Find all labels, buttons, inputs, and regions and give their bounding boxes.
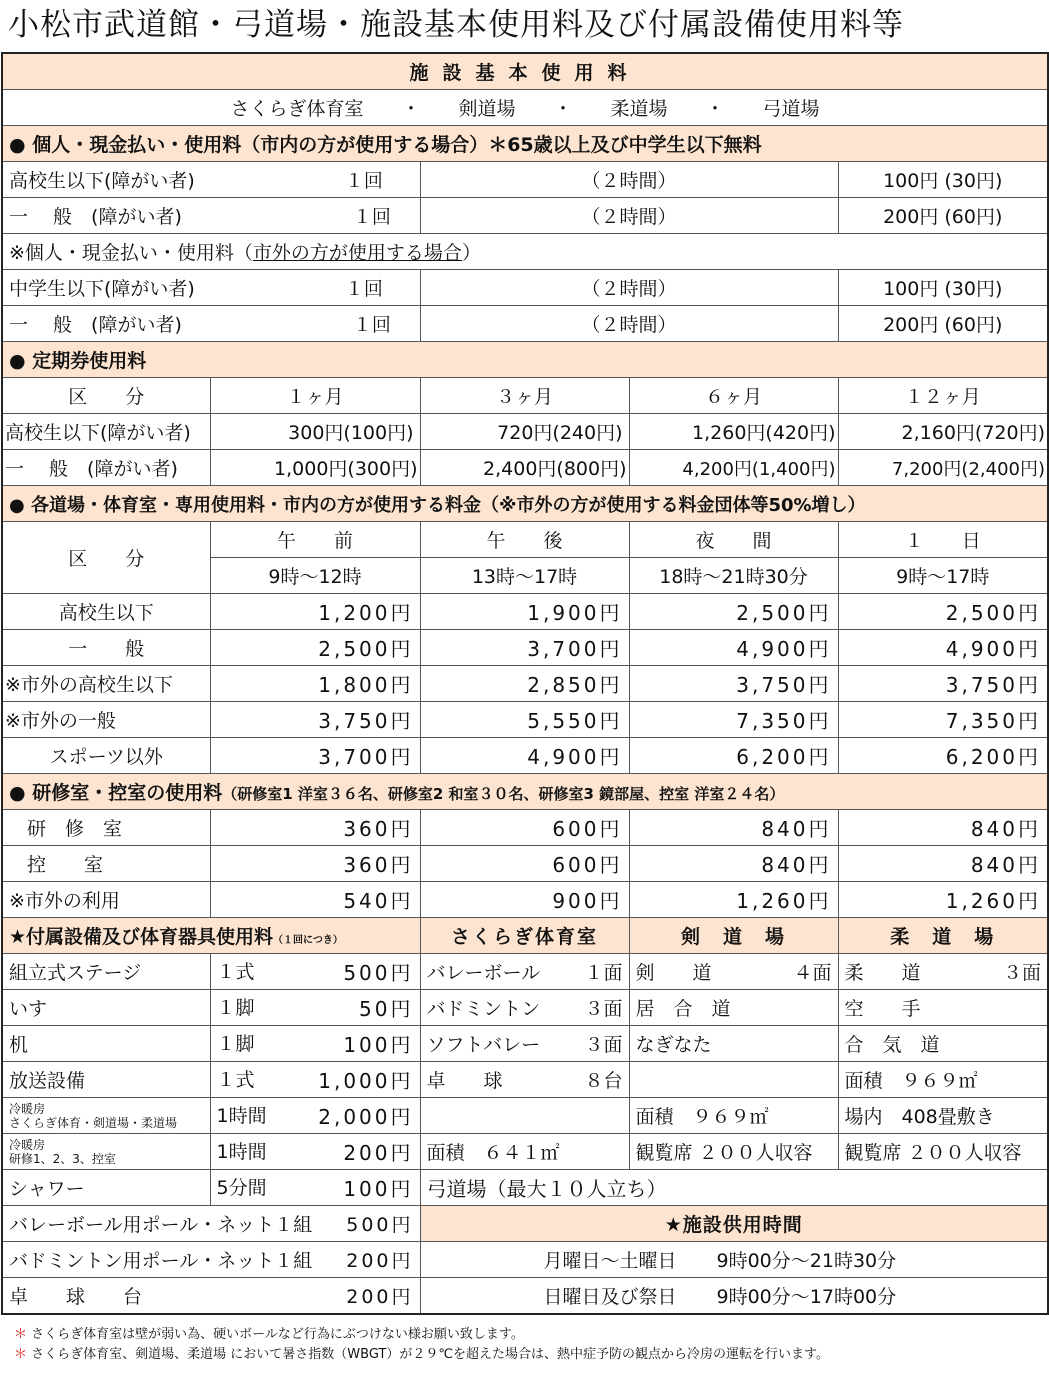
equipment-name: シャワー [2,1170,210,1206]
period-hours-cell: 9時～12時 [210,558,420,594]
fee-cell: 1,900円 [420,594,629,630]
sakuragi-header: さくらぎ体育室 [420,918,629,954]
pass-fee-cell: 720円(240円) [420,414,629,450]
time-cell: （２時間） [420,198,838,234]
fee-cell: 1,260円 [838,882,1048,918]
kendo-cell [629,1062,838,1098]
kyudo-label: 弓道場（最大１０人立ち） [420,1170,1048,1206]
row-label: 控 室 [2,846,210,882]
fee-cell: 3,750円 [838,666,1048,702]
kendo-cell: 面積 ９６９㎡ [629,1098,838,1134]
period-hours-cell: 13時～17時 [420,558,629,594]
fee-cell: 900円 [420,882,629,918]
net-item: 卓 球 台 200円 [2,1278,420,1315]
table-row [2,162,1048,198]
equipment-fee: 1時間 200円 [210,1134,420,1170]
table-row [2,738,1048,774]
fee-cell: 3,750円 [629,666,838,702]
table-row [2,702,1048,738]
fee-cell: 360円 [210,810,420,846]
pass-fee-cell: 300円(100円) [210,414,420,450]
judo-header: 柔 道 場 [838,918,1048,954]
sakuragi-cell: ソフトバレー ３面 [420,1026,629,1062]
equipment-fee: 1時間 2,000円 [210,1098,420,1134]
row-label: ※市外の高校生以下 [2,666,210,702]
period-name: １ 日 [838,522,1048,558]
fee-cell: 1,200円 [210,594,420,630]
fee-cell: 7,350円 [838,702,1048,738]
fee-cell: 200円 (60円) [838,306,1048,342]
hours-row: 月曜日～土曜日 9時00分～21時30分 [420,1242,1048,1278]
judo-cell: 空 手 [838,990,1048,1026]
equipment-fee: １脚 100円 [210,1026,420,1062]
table-row [2,1098,1048,1134]
kendo-header: 剣 道 場 [629,918,838,954]
note-item: ＊ さくらぎ体育室は壁が弱い為、硬いボールなど行為にぶつけない様お願い致します。 [14,1327,524,1342]
rooms-heading: ● 研修室・控室の使用料（研修室1 洋室３６名、研修室2 和室３０名、研修室3 鏡部屋、控室 洋室２４名） [2,774,1048,810]
table-row [2,306,1048,342]
time-cell: （２時間） [420,306,838,342]
row-label: ※市外の利用 [2,882,210,918]
net-item: バドミントン用ポール・ネット１組 200円 [2,1242,420,1278]
fee-cell: 840円 [629,810,838,846]
table-row [2,990,1048,1026]
notes [0,1315,1049,1365]
column-header: １ヶ月 [210,378,420,414]
column-header: ３ヶ月 [420,378,629,414]
column-header: １２ヶ月 [838,378,1048,414]
sakuragi-cell: バドミントン ３面 [420,990,629,1026]
equipment-name: 冷暖房 研修1、2、3、控室 [2,1134,210,1170]
period-name: 夜 間 [629,522,838,558]
equipment-name: 冷暖房 さくらぎ体育・剣道場・柔道場 [2,1098,210,1134]
row-label: ※市外の一般 [2,702,210,738]
pass-column-header [2,378,1048,414]
table-row [2,270,1048,306]
who-cell: 一 般 (障がい者) １回 [2,306,420,342]
kendo-cell: 観覧席 ２００人収容 [629,1134,838,1170]
fee-cell: 200円 (60円) [838,198,1048,234]
individual-city-heading: ● 個人・現金払い・使用料（市内の方が使用する場合）＊65歳以上及び中学生以下無料 [2,126,1048,162]
table-row [2,594,1048,630]
sakuragi-cell: 面積 ６４１㎡ [420,1134,629,1170]
page-title: 小松市武道館・弓道場・施設基本使用料及び付属設備使用料等 [8,7,904,43]
note-item: ＊ さくらぎ体育室、剣道場、柔道場 において暑さ指数（WBGT）が２９℃を超えた場合は、熱中症予防の観点から冷房の運転を行います。 [14,1347,829,1362]
sakuragi-cell: 卓 球 ８台 [420,1062,629,1098]
judo-cell: 柔 道 ３面 [838,954,1048,990]
fee-table [1,52,1049,1315]
period-hours-cell: 18時～21時30分 [629,558,838,594]
time-cell: （２時間） [420,270,838,306]
row-label: 研 修 室 [2,810,210,846]
fee-cell: 4,900円 [629,630,838,666]
table-row [2,1242,1048,1278]
period-name: 午 前 [210,522,420,558]
table-row [2,450,1048,486]
equipment-name: 机 [2,1026,210,1062]
sakuragi-cell [420,1098,629,1134]
row-label: 一 般 [2,630,210,666]
row-label: スポーツ以外 [2,738,210,774]
column-header: ６ヶ月 [629,378,838,414]
period-name: 午 後 [420,522,629,558]
fee-cell: 600円 [420,846,629,882]
fee-cell: 2,500円 [629,594,838,630]
who-cell: 中学生以下(障がい者) １回 [2,270,420,306]
table-row [2,1170,1048,1206]
judo-cell: 観覧席 ２００人収容 [838,1134,1048,1170]
table-row [2,1278,1048,1315]
pass-fee-cell: 7,200円(2,400円) [838,450,1048,486]
fee-cell: 360円 [210,846,420,882]
table-row [2,1206,1048,1242]
fee-cell: 2,500円 [210,630,420,666]
sakuragi-cell: バレーボール １面 [420,954,629,990]
fee-cell: 3,750円 [210,702,420,738]
table-row [2,198,1048,234]
fee-cell: 7,350円 [629,702,838,738]
fee-cell: 600円 [420,810,629,846]
pass-fee-cell: 2,400円(800円) [420,450,629,486]
exclusive-heading: ● 各道場・体育室・専用使用料・市内の方が使用する料金（※市外の方が使用する料金団体等50%増し） [2,486,1048,522]
individual-outside-heading: ※個人・現金払い・使用料（市外の方が使用する場合） [2,234,1048,270]
fee-cell: 5,550円 [420,702,629,738]
equipment-fee: １式 500円 [210,954,420,990]
table-row [2,630,1048,666]
column-header: 区 分 [2,522,210,594]
fee-cell: 3,700円 [210,738,420,774]
who-cell: 高校生以下(障がい者) １回 [2,162,420,198]
equipment-fee: 5分間 100円 [210,1170,420,1206]
table-row [2,666,1048,702]
pass-fee-cell: 1,260円(420円) [629,414,838,450]
table-row [2,954,1048,990]
pass-heading: ● 定期券使用料 [2,342,1048,378]
equipment-fee: １脚 50円 [210,990,420,1026]
row-label: 高校生以下 [2,594,210,630]
fee-cell: 840円 [838,810,1048,846]
hours-heading: ★施設供用時間 [420,1206,1048,1242]
facility-list: さくらぎ体育室 ・ 剣道場 ・ 柔道場 ・ 弓道場 [2,90,1048,126]
fee-cell: 2,850円 [420,666,629,702]
fee-cell: 2,500円 [838,594,1048,630]
table-row [2,846,1048,882]
equipment-heading: ★付属設備及び体育器具使用料（１回につき） [2,918,420,954]
net-item: バレーボール用ポール・ネット１組 500円 [2,1206,420,1242]
pass-fee-cell: 2,160円(720円) [838,414,1048,450]
pass-fee-cell: 1,000円(300円) [210,450,420,486]
row-label: 一 般 (障がい者) [2,450,210,486]
period-header [2,522,1048,558]
fee-cell: 4,900円 [838,630,1048,666]
judo-cell: 面積 ９６９㎡ [838,1062,1048,1098]
table-row [2,1134,1048,1170]
kendo-cell: 居 合 道 [629,990,838,1026]
kendo-cell: 剣 道 ４面 [629,954,838,990]
fee-cell: 1,800円 [210,666,420,702]
table-row [2,1026,1048,1062]
judo-cell: 場内 408畳敷き [838,1098,1048,1134]
kendo-cell: なぎなた [629,1026,838,1062]
equipment-header-row [2,918,1048,954]
fee-cell: 6,200円 [838,738,1048,774]
fee-cell: 3,700円 [420,630,629,666]
period-hours-cell: 9時～17時 [838,558,1048,594]
pass-fee-cell: 4,200円(1,400円) [629,450,838,486]
fee-cell: 100円 (30円) [838,162,1048,198]
fee-cell: 100円 (30円) [838,270,1048,306]
judo-cell: 合 気 道 [838,1026,1048,1062]
table-row [2,1062,1048,1098]
fee-cell: 1,260円 [629,882,838,918]
basic-fee-header: 施設基本使用料 [2,53,1048,90]
table-row [2,882,1048,918]
who-cell: 一 般 (障がい者) １回 [2,198,420,234]
table-row [2,810,1048,846]
equipment-name: 組立式ステージ [2,954,210,990]
fee-cell: 540円 [210,882,420,918]
column-header: 区 分 [2,378,210,414]
row-label: 高校生以下(障がい者) [2,414,210,450]
equipment-fee: １式 1,000円 [210,1062,420,1098]
equipment-name: 放送設備 [2,1062,210,1098]
fee-cell: 840円 [629,846,838,882]
time-cell: （２時間） [420,162,838,198]
fee-cell: 4,900円 [420,738,629,774]
fee-cell: 6,200円 [629,738,838,774]
fee-cell: 840円 [838,846,1048,882]
hours-row: 日曜日及び祭日 9時00分～17時00分 [420,1278,1048,1315]
equipment-name: いす [2,990,210,1026]
table-row [2,414,1048,450]
